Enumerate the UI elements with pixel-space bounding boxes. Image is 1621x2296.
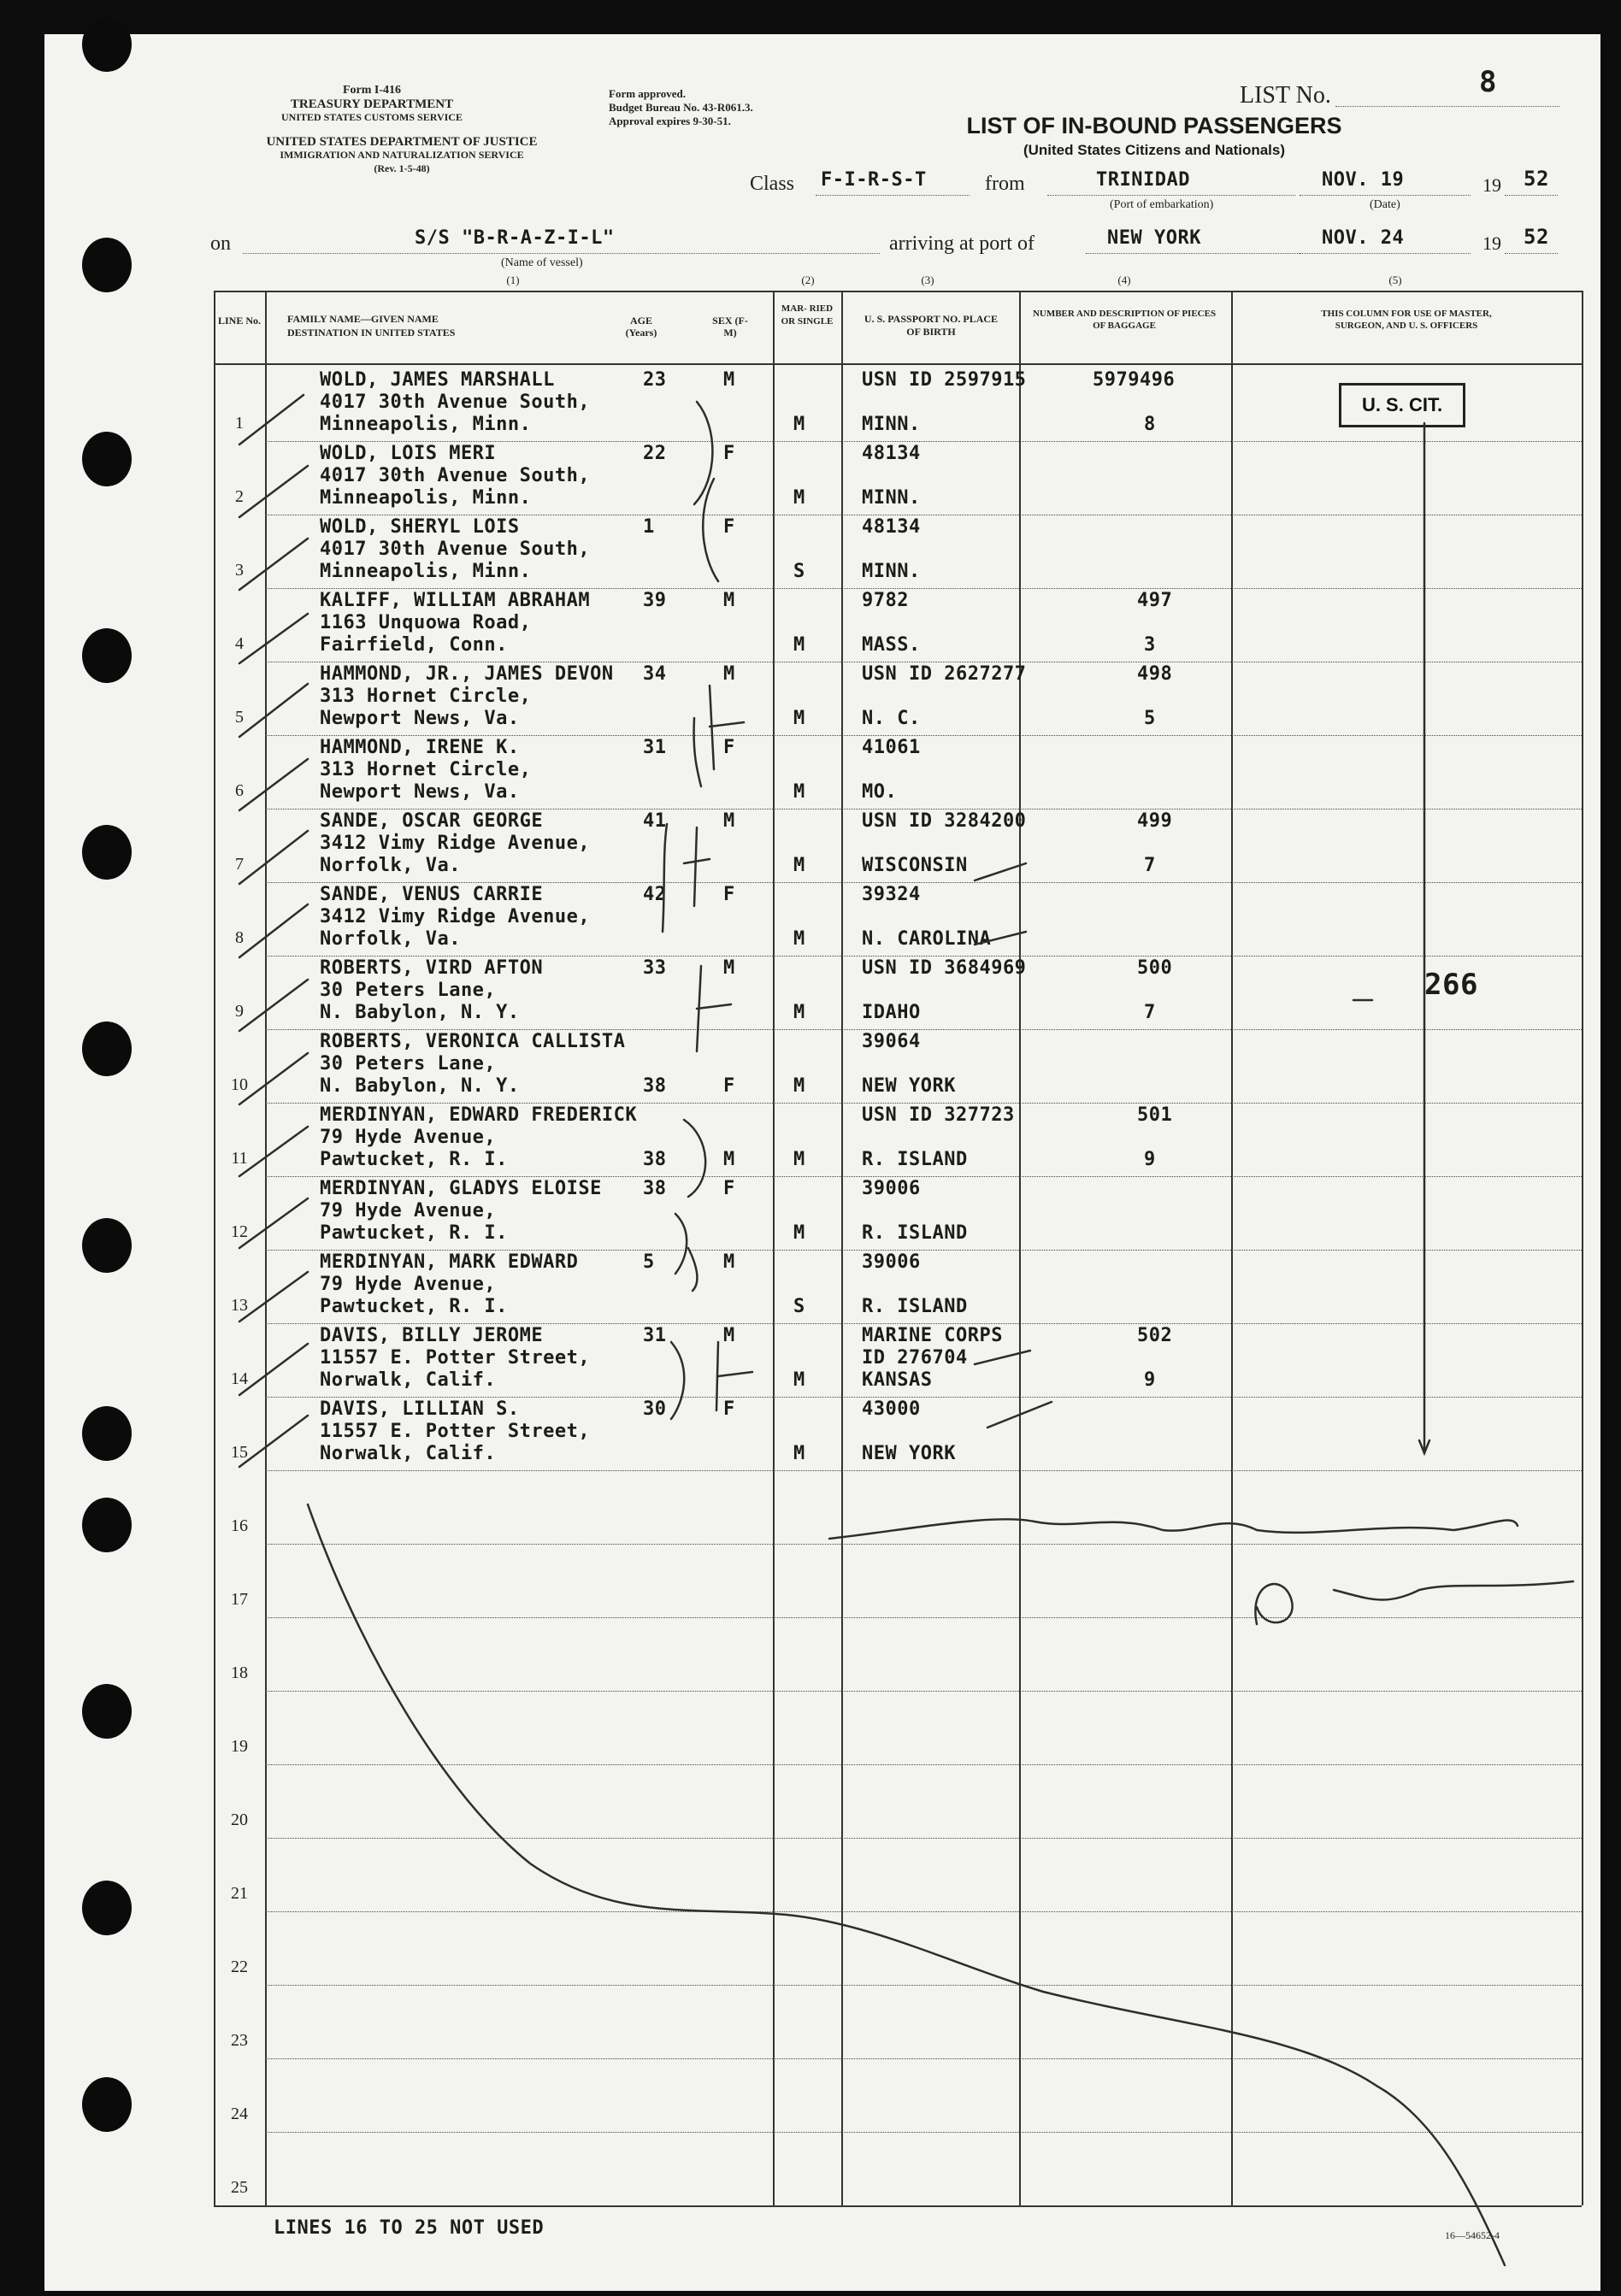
year-prefix-1: 19 [1482,174,1501,196]
form-revision: (Rev. 1-5-48) [374,162,430,174]
passport-no: 39324 [862,884,921,905]
baggage-count: 8 [1144,414,1156,435]
birthplace: NEW YORK [862,1075,956,1097]
passenger-name: WOLD, LOIS MERI [320,443,497,464]
baggage-count: 7 [1144,1002,1156,1023]
birthplace: R. ISLAND [862,1149,968,1170]
sex: M [723,369,735,391]
passport-no: USN ID 327723 [862,1104,1015,1126]
birthplace: KANSAS [862,1369,933,1391]
birthplace: IDAHO [862,1002,921,1023]
line-number: 22 [231,1957,248,1976]
date-caption: (Date) [1370,198,1400,211]
line-number: 6 [235,781,244,800]
marital-status: M [793,1075,805,1097]
line-number: 13 [231,1296,248,1315]
embark-caption: (Port of embarkation) [1110,198,1214,211]
baggage-tag: 5979496 [1093,369,1176,391]
marital-status: S [793,1296,805,1317]
arrival-year: 52 [1524,225,1549,249]
marital-status: S [793,561,805,582]
passenger-name: ROBERTS, VIRD AFTON [320,957,544,979]
age: 31 [643,1325,667,1346]
header-destination: DESTINATION IN UNITED STATES [287,327,456,339]
marital-status: M [793,1222,805,1244]
passenger-name: MERDINYAN, EDWARD FREDERICK [320,1104,638,1126]
line-number: 9 [235,1002,244,1021]
address-city: Pawtucket, R. I. [320,1222,508,1244]
age: 34 [643,663,667,685]
form-code: 16—54652-4 [1445,2229,1500,2241]
address-street: 3412 Vimy Ridge Avenue, [320,833,591,854]
age: 38 [643,1178,667,1199]
line-number: 5 [235,708,244,727]
birthplace: MASS. [862,634,921,656]
age: 42 [643,884,667,905]
departure-date: NOV. 19 [1322,169,1405,191]
passenger-name: HAMMOND, IRENE K. [320,737,520,758]
marital-status: M [793,781,805,803]
vessel-name: S/S "B-R-A-Z-I-L" [415,227,615,249]
budget-bureau: Budget Bureau No. 43-R061.3. [609,101,753,114]
address-city: Norwalk, Calif. [320,1369,497,1391]
address-street: 4017 30th Avenue South, [320,539,591,560]
passport-no: USN ID 3284200 [862,810,1027,832]
on-label: on [210,233,231,255]
age: 1 [643,516,655,538]
sex: M [723,590,735,611]
age: 23 [643,369,667,391]
passport-no: USN ID 2597915 [862,369,1027,391]
sex: M [723,810,735,832]
line-number: 2 [235,487,244,506]
passenger-name: WOLD, JAMES MARSHALL [320,369,555,391]
header-married: MAR- RIED OR SINGLE [781,303,834,327]
passport-no: USN ID 2627277 [862,663,1027,685]
address-city: N. Babylon, N. Y. [320,1075,520,1097]
address-street: 79 Hyde Avenue, [320,1127,497,1148]
passport-no: MARINE CORPS [862,1325,1003,1346]
address-city: Newport News, Va. [320,708,520,729]
passport-no: 48134 [862,516,921,538]
sex: M [723,957,735,979]
col-num-4: (4) [1117,274,1131,286]
baggage-count: 9 [1144,1149,1156,1170]
birthplace: NEW YORK [862,1443,956,1464]
address-street: 79 Hyde Avenue, [320,1200,497,1222]
list-no-label: LIST No. [1240,82,1331,109]
col-num-1: (1) [506,274,520,286]
address-street: 4017 30th Avenue South, [320,391,591,413]
line-number: 25 [231,2178,248,2197]
departure-year: 52 [1524,167,1549,191]
line-number: 1 [235,414,244,433]
marital-status: M [793,855,805,876]
marital-status: M [793,928,805,950]
header-line-no: LINE No. [217,315,261,327]
sex: F [723,516,735,538]
marital-status: M [793,487,805,509]
address-street: 313 Hornet Circle, [320,759,532,780]
birthplace: MINN. [862,414,921,435]
sex: M [723,1251,735,1273]
col-num-2: (2) [801,274,815,286]
header-sex: SEX (F-M) [712,315,748,339]
sex: F [723,884,735,905]
address-street: 1163 Unquowa Road, [320,612,532,633]
address-city: N. Babylon, N. Y. [320,1002,520,1023]
age: 38 [643,1075,667,1097]
header-name: FAMILY NAME—GIVEN NAME [287,313,439,325]
passport-no: 39006 [862,1251,921,1273]
address-city: Pawtucket, R. I. [320,1296,508,1317]
line-number: 3 [235,561,244,580]
sex: F [723,1398,735,1420]
address-city: Minneapolis, Minn. [320,414,532,435]
address-street: 11557 E. Potter Street, [320,1421,591,1442]
birthplace: MO. [862,781,898,803]
age: 5 [643,1251,655,1273]
line-number: 4 [235,634,244,653]
address-street: 30 Peters Lane, [320,1053,497,1074]
baggage-count: 5 [1144,708,1156,729]
justice-dept: UNITED STATES DEPARTMENT OF JUSTICE [266,135,538,149]
address-city: Pawtucket, R. I. [320,1149,508,1170]
sex: F [723,737,735,758]
address-street: 30 Peters Lane, [320,980,497,1001]
header-age: AGE (Years) [625,315,657,339]
address-city: Newport News, Va. [320,781,520,803]
line-number: 10 [231,1075,248,1094]
from-label: from [985,173,1025,195]
sex: F [723,1178,735,1199]
address-city: Norfolk, Va. [320,855,461,876]
line-number: 15 [231,1443,248,1462]
line-number: 20 [231,1810,248,1829]
passenger-name: ROBERTS, VERONICA CALLISTA [320,1031,626,1052]
line-number: 18 [231,1663,248,1682]
line-number: 12 [231,1222,248,1241]
address-city: Minneapolis, Minn. [320,487,532,509]
marital-status: M [793,1002,805,1023]
passenger-name: DAVIS, BILLY JEROME [320,1325,544,1346]
passport-no: 48134 [862,443,921,464]
passenger-name: KALIFF, WILLIAM ABRAHAM [320,590,591,611]
passenger-name: MERDINYAN, MARK EDWARD [320,1251,579,1273]
address-street: 4017 30th Avenue South, [320,465,591,486]
customs-service: UNITED STATES CUSTOMS SERVICE [281,111,463,123]
line-number: 14 [231,1369,248,1388]
age: 22 [643,443,667,464]
line-number: 11 [231,1149,248,1168]
age: 41 [643,810,667,832]
list-number: 8 [1479,65,1497,99]
arrival-date: NOV. 24 [1322,227,1405,249]
address-city: Minneapolis, Minn. [320,561,532,582]
header-baggage: NUMBER AND DESCRIPTION OF PIECES OF BAGGAGE [1032,309,1217,331]
passport-no: 9782 [862,590,909,611]
year-prefix-2: 19 [1482,233,1501,254]
ins-service: IMMIGRATION AND NATURALIZATION SERVICE [280,149,524,161]
header-officers: THIS COLUMN FOR USE OF MASTER, SURGEON, AND U. S. OFFICERS [1321,309,1492,331]
us-citizen-stamp: U. S. CIT. [1339,383,1465,427]
line-number: 8 [235,928,244,947]
birthplace: N. C. [862,708,921,729]
address-street: 79 Hyde Avenue, [320,1274,497,1295]
address-street: 3412 Vimy Ridge Avenue, [320,906,591,927]
passport-no-2: ID 276704 [862,1347,968,1369]
line-number: 23 [231,2031,248,2050]
baggage-tag: 497 [1137,590,1173,611]
address-city: Norwalk, Calif. [320,1443,497,1464]
baggage-count: 9 [1144,1369,1156,1391]
baggage-tag: 498 [1137,663,1173,685]
address-street: 313 Hornet Circle, [320,686,532,707]
sex: F [723,1075,735,1097]
page-title: LIST OF IN-BOUND PASSENGERS [966,113,1342,138]
age: 31 [643,737,667,758]
birthplace: WISCONSIN [862,855,968,876]
passenger-name: HAMMOND, JR., JAMES DEVON [320,663,614,685]
line-number: 21 [231,1884,248,1903]
age: 38 [643,1149,667,1170]
passport-no: 43000 [862,1398,921,1420]
passport-no: 39064 [862,1031,921,1052]
marital-status: M [793,1149,805,1170]
marital-status: M [793,1443,805,1464]
arriving-label: arriving at port of [889,233,1034,255]
age: 33 [643,957,667,979]
page-subtitle: (United States Citizens and Nationals) [1023,142,1286,158]
approval-expires: Approval expires 9-30-51. [609,115,731,127]
birthplace: R. ISLAND [862,1296,968,1317]
sex: M [723,663,735,685]
line-number: 7 [235,855,244,874]
marital-status: M [793,1369,805,1391]
class-label: Class [750,173,795,195]
passenger-name: SANDE, OSCAR GEORGE [320,810,544,832]
birthplace: MINN. [862,561,921,582]
marital-status: M [793,634,805,656]
passenger-name: SANDE, VENUS CARRIE [320,884,544,905]
arrival-port: NEW YORK [1107,227,1201,249]
header-passport: U. S. PASSPORT NO. PLACE OF BIRTH [864,313,999,338]
line-number: 16 [231,1516,248,1535]
line-number: 19 [231,1737,248,1756]
age: 39 [643,590,667,611]
baggage-count: 3 [1144,634,1156,656]
marital-status: M [793,708,805,729]
baggage-tag: 499 [1137,810,1173,832]
baggage-tag: 502 [1137,1325,1173,1346]
passenger-name: MERDINYAN, GLADYS ELOISE [320,1178,602,1199]
address-city: Norfolk, Va. [320,928,461,950]
passenger-name: DAVIS, LILLIAN S. [320,1398,520,1420]
passenger-name: WOLD, SHERYL LOIS [320,516,520,538]
embarkation-port: TRINIDAD [1096,169,1190,191]
birthplace: MINN. [862,487,921,509]
baggage-count: 7 [1144,855,1156,876]
birthplace: N. CAROLINA [862,928,992,950]
form-number: Form I-416 [342,84,402,97]
col-num-3: (3) [921,274,934,286]
passport-no: 39006 [862,1178,921,1199]
treasury-dept: TREASURY DEPARTMENT [290,97,454,111]
address-street: 11557 E. Potter Street, [320,1347,591,1369]
line-number: 24 [231,2105,248,2123]
footer-note: LINES 16 TO 25 NOT USED [274,2217,545,2239]
birthplace: R. ISLAND [862,1222,968,1244]
passport-no: USN ID 3684969 [862,957,1027,979]
line-number: 17 [231,1590,248,1609]
sex: F [723,443,735,464]
col-num-5: (5) [1388,274,1402,286]
baggage-tag: 501 [1137,1104,1173,1126]
passport-no: 41061 [862,737,921,758]
age: 30 [643,1398,667,1420]
sex: M [723,1325,735,1346]
officer-number: 266 [1424,968,1478,1002]
address-city: Fairfield, Conn. [320,634,508,656]
vessel-caption: (Name of vessel) [501,256,583,269]
form-approved: Form approved. [609,87,687,100]
class-value: F-I-R-S-T [821,169,927,191]
marital-status: M [793,414,805,435]
baggage-tag: 500 [1137,957,1173,979]
sex: M [723,1149,735,1170]
